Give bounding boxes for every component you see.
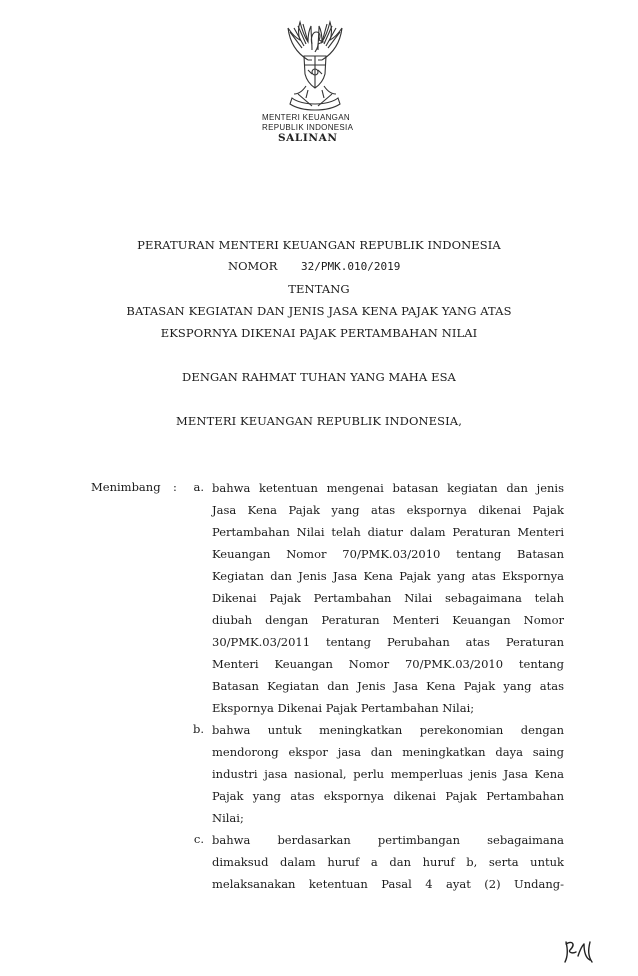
item-a-line: Menteri Keuangan Nomor 70/PMK.03/2010 tentang: [212, 657, 564, 671]
item-a-line: Kegiatan dan Jenis Jasa Kena Pajak yang atas Ekspornya: [212, 569, 564, 583]
tentang-heading: TENTANG: [288, 282, 350, 296]
menimbang-label: Menimbang: [91, 480, 161, 494]
item-a-line: Batasan Kegiatan dan Jenis Jasa Kena Pajak yang atas: [212, 679, 564, 693]
menimbang-colon: :: [173, 480, 177, 494]
office-line-1: MENTERI KEUANGAN: [262, 113, 350, 122]
item-c-line: melaksanakan ketentuan Pasal 4 ayat (2) Undang-: [212, 877, 564, 891]
item-a-line: 30/PMK.03/2011 tentang Perubahan atas Peraturan: [212, 635, 564, 649]
item-a-line: diubah dengan Peraturan Menteri Keuangan Nomor: [212, 613, 564, 627]
item-b-line: Nilai;: [212, 811, 244, 825]
subject-line-2: EKSPORNYA DIKENAI PAJAK PERTAMBAHAN NILAI: [160, 326, 478, 340]
item-marker-c: c.: [193, 832, 204, 846]
regulation-title: PERATURAN MENTERI KEUANGAN REPUBLIK INDONESIA: [137, 238, 501, 252]
nomor-label: NOMOR: [228, 259, 278, 273]
copy-stamp: SALINAN: [278, 132, 338, 144]
office-line-2: REPUBLIK INDONESIA: [262, 123, 354, 132]
item-a-line: bahwa ketentuan mengenai batasan kegiatan dan jenis: [212, 481, 564, 495]
item-a-line: Jasa Kena Pajak yang atas ekspornya dikenai Pajak: [212, 503, 564, 517]
item-b-line: bahwa untuk meningkatkan perekonomian dengan: [212, 723, 564, 737]
issuer-line: MENTERI KEUANGAN REPUBLIK INDONESIA,: [176, 414, 462, 428]
issuer-letterhead: [262, 113, 422, 143]
item-b-line: Pajak yang atas ekspornya dikenai Pajak Pertambahan: [212, 789, 564, 803]
nomor-value: 32/PMK.010/2019: [301, 260, 401, 273]
item-marker-b: b.: [192, 722, 204, 736]
item-a-line: Keuangan Nomor 70/PMK.03/2010 tentang Batasan: [212, 547, 564, 561]
subject-line-1: BATASAN KEGIATAN DAN JENIS JASA KENA PAJAK YANG ATAS: [126, 304, 512, 318]
invocation: DENGAN RAHMAT TUHAN YANG MAHA ESA: [182, 370, 456, 384]
item-a-line: Ekspornya Dikenai Pajak Pertambahan Nilai;: [212, 701, 475, 715]
item-a-line: Pertambahan Nilai telah diatur dalam Peraturan Menteri: [212, 525, 564, 539]
item-a-line: Dikenai Pajak Pertambahan Nilai sebagaimana telah: [212, 591, 564, 605]
initials-signature-icon: [560, 936, 600, 966]
garuda-emblem-icon: [268, 14, 362, 112]
item-c-line: bahwa berdasarkan pertimbangan sebagaimana: [212, 833, 564, 847]
regulation-number: [228, 259, 400, 273]
item-marker-a: a.: [193, 480, 204, 494]
item-b-line: industri jasa nasional, perlu memperluas jenis Jasa Kena: [212, 767, 564, 781]
item-c-line: dimaksud dalam huruf a dan huruf b, serta untuk: [212, 855, 564, 869]
item-b-line: mendorong ekspor jasa dan meningkatkan daya saing: [212, 745, 564, 759]
